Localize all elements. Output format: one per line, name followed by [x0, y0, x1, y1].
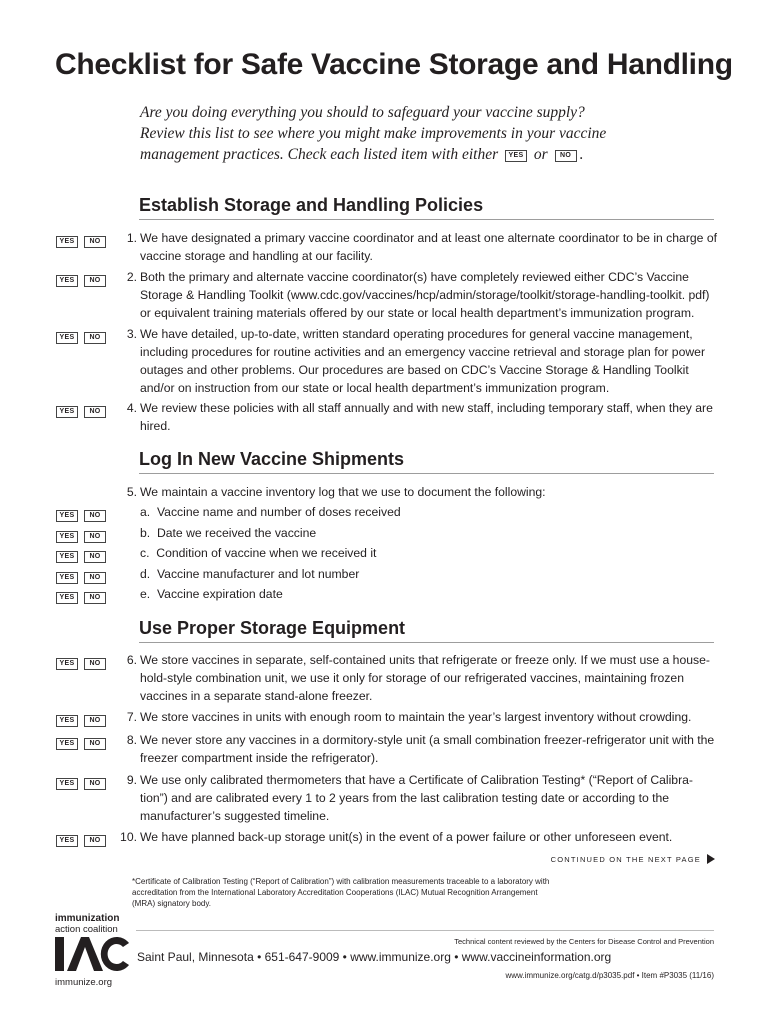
yes-checkbox[interactable]: YES	[56, 551, 78, 563]
no-checkbox[interactable]: NO	[84, 236, 106, 248]
yes-checkbox[interactable]: YES	[56, 275, 78, 287]
checklist-item-2: 2. Both the primary and alternate vaccine coordinator(s) have completely reviewed either CDC’s Vaccine Storage & Handling Toolkit (www.cdc.gov/vaccines/hcp/admin/storage/toolkit/storage-handling-toolkit. pdf) or equivalent training materials offered by our state or local health department’s immunization program.	[126, 270, 710, 320]
section-heading-equipment: Use Proper Storage Equipment	[139, 618, 714, 643]
yes-checkbox[interactable]: YES	[56, 236, 78, 248]
yes-checkbox[interactable]: YES	[56, 332, 78, 344]
answer-item-10	[56, 829, 106, 847]
intro-line-2: Review this list to see where you might make improvements in your vaccine	[140, 125, 607, 142]
intro-yes-chip: YES	[505, 150, 527, 162]
no-checkbox[interactable]: NO	[84, 572, 106, 584]
checklist-subitem-b: b. Date we received the vaccine	[140, 526, 317, 540]
yes-checkbox[interactable]: YES	[56, 592, 78, 604]
answer-item-1	[56, 230, 106, 248]
intro-text	[140, 102, 700, 165]
yes-checkbox[interactable]: YES	[56, 572, 78, 584]
answer-item-9	[56, 772, 106, 790]
answer-item-5a	[56, 504, 106, 522]
no-checkbox[interactable]: NO	[84, 658, 106, 670]
logo-line-2: action coalition	[55, 924, 118, 935]
checklist-item-9: 9. We use only calibrated thermometers that have a Certificate of Calibration Testing* (“Report of Calibra-tion”) and are calibrated every 1 to 2 years from the last calibration testing date or according to the manufacturer’s suggested timeline.	[126, 773, 693, 823]
answer-item-7	[56, 709, 106, 727]
no-checkbox[interactable]: NO	[84, 275, 106, 287]
answer-item-6	[56, 652, 106, 670]
logo-url: immunize.org	[55, 977, 113, 988]
yes-checkbox[interactable]: YES	[56, 715, 78, 727]
answer-item-3	[56, 326, 106, 344]
checklist-item-1: 1. We have designated a primary vaccine coordinator and at least one alternate coordinator to be in charge of vaccine storage and handling at our facility.	[126, 231, 718, 263]
no-checkbox[interactable]: NO	[84, 406, 106, 418]
footnote: *Certificate of Calibration Testing (“Report of Calibration”) with calibration measurements traceable to a laboratory with accreditation from the International Laboratory Accreditation Cooperations (ILAC) Mutual Recognition Arrangement (MRA) signatory body.	[132, 877, 550, 908]
no-checkbox[interactable]: NO	[84, 551, 106, 563]
answer-item-8	[56, 732, 106, 750]
yes-checkbox[interactable]: YES	[56, 658, 78, 670]
no-checkbox[interactable]: NO	[84, 592, 106, 604]
yes-checkbox[interactable]: YES	[56, 778, 78, 790]
checklist-item-10: 10. We have planned back-up storage unit(s) in the event of a power failure or other unforeseen event.	[120, 830, 673, 844]
intro-no-chip: NO	[555, 150, 577, 162]
iac-mark-icon	[55, 937, 135, 976]
no-checkbox[interactable]: NO	[84, 778, 106, 790]
logo-line-1: immunization	[55, 913, 120, 924]
no-checkbox[interactable]: NO	[84, 332, 106, 344]
checklist-item-4: 4. We review these policies with all staff annually and with new staff, including temporary staff, when they are hired.	[126, 401, 713, 433]
yes-checkbox[interactable]: YES	[56, 531, 78, 543]
intro-line-3: management practices. Check each listed item with either YES or NO .	[140, 146, 584, 163]
iac-logo	[55, 913, 135, 988]
footer-divider	[136, 930, 714, 931]
contact-info: Saint Paul, Minnesota • 651-647-9009 • www.immunize.org • www.vaccineinformation.org	[137, 950, 612, 964]
answer-item-5c	[56, 545, 106, 563]
no-checkbox[interactable]: NO	[84, 835, 106, 847]
yes-checkbox[interactable]: YES	[56, 406, 78, 418]
reviewed-by: Technical content reviewed by the Centers for Disease Control and Prevention	[454, 937, 714, 946]
section-heading-shipments: Log In New Vaccine Shipments	[139, 449, 714, 474]
yes-checkbox[interactable]: YES	[56, 835, 78, 847]
no-checkbox[interactable]: NO	[84, 738, 106, 750]
checklist-item-6: 6. We store vaccines in separate, self-contained units that refrigerate or freeze only. If we must use a house-hold-style combination unit, we use it only for storage of our refrigerated vaccines, maintaining frozen vaccines in a separate stand-alone freezer.	[126, 653, 710, 703]
intro-line-1: Are you doing everything you should to safeguard your vaccine supply?	[140, 104, 585, 121]
checklist-subitem-d: d. Vaccine manufacturer and lot number	[140, 567, 360, 581]
checklist-item-7: 7. We store vaccines in units with enough room to maintain the year’s largest inventory without crowding.	[126, 710, 692, 724]
checklist-subitem-c: c. Condition of vaccine when we received it	[140, 546, 377, 560]
no-checkbox[interactable]: NO	[84, 715, 106, 727]
checklist-item-5: 5. We maintain a vaccine inventory log that we use to document the following:	[126, 485, 546, 499]
answer-item-5d	[56, 566, 106, 584]
yes-checkbox[interactable]: YES	[56, 738, 78, 750]
answer-item-4	[56, 400, 106, 418]
checklist-subitem-a: a. Vaccine name and number of doses received	[140, 505, 401, 519]
answer-item-5b	[56, 525, 106, 543]
answer-item-5e	[56, 586, 106, 604]
arrow-right-icon	[707, 854, 715, 864]
item-reference: www.immunize.org/catg.d/p3035.pdf • Item #P3035 (11/16)	[505, 971, 714, 980]
checklist-item-3: 3. We have detailed, up-to-date, written standard operating procedures for general vaccine management, including procedures for routine activities and an emergency vaccine retrieval and storage plan for power outages and other problems. Our procedures are based on CDC’s Vaccine Storage & Handling Toolkit and/or on instruction from our state or local health department’s immunization program.	[126, 327, 705, 395]
continued-next-page: CONTINUED ON THE NEXT PAGE	[551, 854, 715, 864]
page-title: Checklist for Safe Vaccine Storage and Handling	[55, 48, 733, 81]
no-checkbox[interactable]: NO	[84, 531, 106, 543]
no-checkbox[interactable]: NO	[84, 510, 106, 522]
yes-checkbox[interactable]: YES	[56, 510, 78, 522]
answer-item-2	[56, 269, 106, 287]
section-heading-policies: Establish Storage and Handling Policies	[139, 195, 714, 220]
checklist-item-8: 8. We never store any vaccines in a dormitory-style unit (a small combination freezer-refrigerator unit with the freezer compartment inside the refrigerator).	[126, 733, 715, 765]
checklist-subitem-e: e. Vaccine expiration date	[140, 587, 283, 601]
